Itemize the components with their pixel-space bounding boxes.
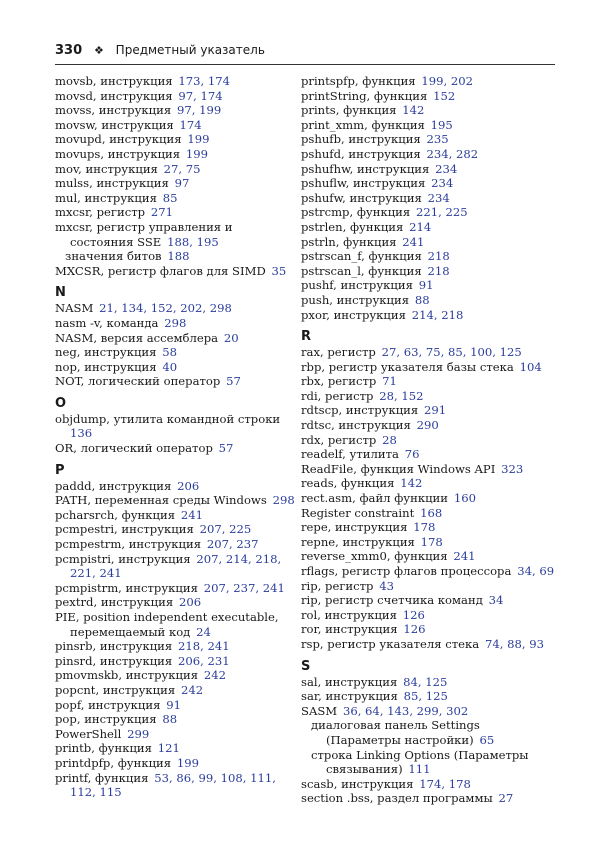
index-page-refs: 195 [430,117,453,132]
index-term: neg, инструкция [55,345,157,360]
index-page-refs: 91 [166,697,181,712]
index-entry [301,220,533,235]
index-entry [301,205,533,220]
index-entry [55,264,287,279]
index-term: pcmpestri, инструкция [55,522,194,537]
index-entry [55,522,287,537]
index-entry [301,293,533,308]
index-section-letter: O [55,395,67,411]
index-page-refs: 74, 88, 93 [484,636,544,651]
index-term: printf, функция [55,770,149,785]
index-entry [301,191,533,206]
index-entry [301,476,533,491]
index-entry [55,727,287,742]
index-term: OR, логический оператор [55,441,213,456]
index-term: pshufw, инструкция [301,190,422,205]
ornament-icon: ❖ [93,44,104,57]
index-entry [301,89,533,104]
index-page-refs: 234, 282 [426,146,479,161]
index-page-refs: 97, 174 [178,88,223,103]
index-page-refs: 21, 134, 152, 202, 298 [99,301,232,316]
index-term: pstrscan_l, функция [301,263,422,278]
index-entry [55,176,287,191]
index-term: printb, функция [55,741,152,756]
index-section-letter: N [55,285,66,301]
index-page-refs: 207, 225 [199,522,252,537]
index-term: section .bss, раздел программы [301,791,493,806]
index-entry [301,308,533,323]
index-term: pextrd, инструкция [55,595,174,610]
index-entry [55,301,287,316]
index-entry [55,220,287,249]
index-entry [301,564,555,579]
index-page-refs: 218 [427,263,450,278]
index-entry [55,668,287,683]
index-page-refs: 40 [162,359,178,374]
index-term: rip, регистр счетчика команд [301,593,483,608]
index-page-refs: 53, 86, 99, 108, 111, 112, 115 [70,770,276,800]
index-page-refs: 136 [70,426,93,441]
index-page-refs: 235 [426,132,449,147]
index-term: pushf, инструкция [301,278,413,293]
index-term: pop, инструкция [55,712,157,727]
index-entry [301,520,533,535]
index-page-refs: 207, 237 [206,537,259,552]
index-entry [301,118,533,133]
index-entry [301,249,533,264]
index-entry [301,791,533,806]
index-term: rsp, регистр указателя стека [301,636,480,651]
index-term: rol, инструкция [301,607,397,622]
index-page-refs: 199, 202 [421,74,474,88]
index-section-letter: P [55,462,65,478]
index-page-refs: 242 [203,668,226,683]
index-entry [55,508,287,523]
index-page-refs: 199 [185,146,209,161]
index-entry [301,278,533,293]
index-term: printspfp, функция [301,74,416,88]
index-term: movsw, инструкция [55,117,174,132]
index-entry [301,704,533,719]
index-term: pxor, инструкция [301,307,406,322]
index-term: mul, инструкция [55,190,157,205]
index-term: sal, инструкция [301,674,398,689]
index-term: MXCSR, регистр флагов для SIMD [55,263,266,278]
index-term: pstrscan_f, функция [301,249,422,264]
index-page-refs: 35 [271,263,287,278]
index-column-left [55,74,295,800]
index-entry [301,162,533,177]
index-term: pshufd, инструкция [301,146,421,161]
index-page-refs: 76 [404,447,420,462]
index-term: pshufb, инструкция [301,132,421,147]
index-term: rdtsc, инструкция [301,418,411,433]
index-page-refs: 88 [162,712,178,727]
index-entry [55,639,287,654]
index-entry [55,132,287,147]
index-page-refs: 271 [150,205,173,220]
index-page-refs: 85, 125 [403,689,448,704]
index-term: pcharsrch, функция [55,507,176,522]
index-term: readelf, утилита [301,447,399,462]
index-entry [301,506,533,521]
index-entry [301,418,533,433]
index-entry [55,479,287,494]
index-page-refs: 323 [501,461,524,476]
index-term: sar, инструкция [301,689,398,704]
index-section-letter: S [301,658,311,674]
index-entry [301,535,533,550]
index-entry [55,741,287,756]
index-page-refs: 57 [226,374,241,389]
index-page-refs: 241 [402,234,425,249]
index-term: mxcsr, регистр [55,205,146,220]
index-term: paddd, инструкция [55,478,172,493]
index-page-refs: 71 [382,374,397,389]
index-page-refs: 126 [403,622,426,637]
index-page-refs: 65 [479,732,495,747]
index-page-refs: 218 [427,249,450,264]
index-term: rip, регистр [301,578,374,593]
index-page-refs: 234 [431,176,454,191]
index-page-refs: 188 [167,249,190,264]
index-page-refs: 34 [488,593,504,608]
index-page-refs: 298 [164,315,187,330]
index-page-refs: 242 [180,682,204,697]
index-term: nasm -v, команда [55,315,159,330]
index-term: reverse_xmm0, функция [301,549,448,564]
index-page-refs: 206 [178,595,202,610]
index-term: rdx, регистр [301,432,377,447]
index-entry [55,441,287,456]
index-page-refs: 173, 174 [178,74,231,88]
index-term: NASM, версия ассемблера [55,330,219,345]
index-term: pmovmskb, инструкция [55,668,199,683]
index-term: prints, функция [301,103,397,118]
index-page-refs: 111 [408,762,431,777]
index-entry [55,191,287,206]
index-entry [301,359,542,375]
index-page-refs: 291 [424,403,447,418]
index-entry [55,162,287,177]
index-section-letter: R [301,329,312,345]
index-page-refs: 214 [409,219,432,234]
index-entry [301,389,533,404]
index-entry [301,403,533,418]
running-header [55,43,555,63]
index-page-refs: 178 [420,534,443,549]
index-term: movups, инструкция [55,146,181,161]
index-term: nop, инструкция [55,359,157,374]
index-page-refs: 28, 152 [379,388,424,403]
index-page-refs: 36, 64, 143, 299, 302 [342,703,469,718]
index-term: pcmpistri, инструкция [55,551,191,566]
index-page-refs: 234 [427,190,450,205]
index-entry [301,593,533,608]
index-page-refs: 43 [379,578,395,593]
index-page-refs: 188, 195 [167,234,219,249]
index-entry [301,675,533,690]
index-entry [301,264,533,279]
index-entry [301,579,533,594]
index-entry [301,147,533,162]
index-entry [55,698,287,713]
index-entry [301,235,533,250]
index-term: Register constraint [301,505,415,520]
index-entry [55,537,287,552]
index-page-refs: 104 [519,359,542,374]
index-term: ror, инструкция [301,622,398,637]
index-page-refs: 206, 231 [178,653,230,668]
index-entry [55,374,287,389]
index-entry [301,176,533,191]
index-page-refs: 290 [416,418,439,433]
index-term: PowerShell [55,726,122,741]
index-term: mxcsr, регистр управления и состояния SSE [55,219,233,249]
index-page-refs: 57 [218,441,234,456]
index-subentry [55,249,287,264]
index-entry [301,132,533,147]
index-entry [301,74,533,89]
index-entry [55,360,287,375]
index-entry [301,345,533,360]
index-term: movsb, инструкция [55,74,173,88]
index-entry [55,147,287,162]
index-column-right [301,74,555,806]
index-term: reads, функция [301,476,395,491]
index-entry [301,447,533,462]
index-page-refs: 168 [420,505,443,520]
index-page-refs: 97 [174,176,190,191]
index-term: printdpfp, функция [55,755,172,770]
index-term: printString, функция [301,88,428,103]
index-term: popf, инструкция [55,697,161,712]
index-term: pstrlen, функция [301,219,404,234]
index-page-refs: 152 [433,88,456,103]
index-term: pcmpistrm, инструкция [55,580,198,595]
index-entry [55,89,287,104]
index-term: print_xmm, функция [301,117,425,132]
index-page-refs: 160 [453,491,476,506]
index-term: scasb, инструкция [301,776,414,791]
page-number: 330 [55,43,83,58]
index-term: rdi, регистр [301,388,374,403]
index-page-refs: 207, 214, 218, 221, 241 [70,551,282,581]
index-entry [301,636,544,652]
index-entry [55,331,287,346]
index-page-refs: 121 [157,741,180,756]
index-page-refs: 178 [413,520,436,535]
index-term: диалоговая панель Settings (Параметры настройки) [311,718,480,747]
index-page-refs: 174, 178 [419,776,471,791]
index-term: строка Linking Options (Параметры связывания) [311,747,529,777]
index-entry [55,595,287,610]
index-page-refs: 218, 241 [178,639,230,654]
index-entry [301,491,533,506]
index-page-refs: 142 [402,103,425,118]
index-term: movupd, инструкция [55,132,182,147]
index-page-refs: 142 [400,476,423,491]
index-page-refs: 27, 63, 75, 85, 100, 125 [381,345,522,360]
index-entry [301,622,533,637]
index-page-refs: 27, 75 [163,161,201,176]
index-entry [55,412,287,441]
index-page-refs: 28 [382,432,397,447]
index-term: mov, инструкция [55,161,158,176]
index-entry [55,118,287,133]
index-page-refs: 174 [179,117,202,132]
index-page-refs: 221, 225 [416,205,468,220]
index-term: pinsrb, инструкция [55,639,173,654]
header-rule [55,64,555,65]
index-entry [301,689,533,704]
index-page-refs: 24 [196,624,211,639]
index-page-refs: 84, 125 [403,674,448,689]
index-page-refs: 91 [418,278,434,293]
index-subentry [301,748,533,777]
index-entry [55,74,287,89]
index-entry [301,103,533,118]
index-term: pinsrd, инструкция [55,653,173,668]
index-page-refs: 199 [176,755,200,770]
index-entry [55,654,287,669]
index-page-refs: 241 [453,549,476,564]
index-page-refs: 298 [272,493,295,508]
index-term: mulss, инструкция [55,176,169,191]
index-entry [301,462,533,477]
index-term: pstrln, функция [301,234,397,249]
index-term: pshufhw, инструкция [301,161,430,176]
index-term: PIE, position independent executable, перемещаемый код [55,610,279,639]
index-entry [55,493,295,508]
index-page-refs: 85 [162,190,178,205]
index-page-refs: 207, 237, 241 [203,580,285,595]
index-page-refs: 126 [402,607,425,622]
index-page-refs: 27 [498,791,514,806]
index-term: NASM [55,301,94,316]
index-entry [301,374,533,389]
index-term: popcnt, инструкция [55,682,176,697]
index-entry [301,777,533,792]
index-entry [55,103,287,118]
index-term: objdump, утилита командной строки [55,411,281,426]
index-entry [301,549,533,564]
index-term: rflags, регистр флагов процессора [301,564,512,578]
index-entry [55,771,287,800]
index-term: rect.asm, файл функции [301,491,449,506]
index-entry [55,610,287,639]
index-page-refs: 58 [162,345,178,360]
index-entry [55,712,287,727]
index-term: значения битов [65,249,162,264]
index-term: pstrcmp, функция [301,205,411,220]
index-entry [55,205,287,220]
index-term: movss, инструкция [55,103,172,118]
index-term: push, инструкция [301,292,410,307]
index-entry [55,581,287,596]
index-page-refs: 241 [180,507,203,522]
index-term: ReadFile, функция Windows API [301,461,496,476]
index-page-refs: 234 [435,161,458,176]
index-term: PATH, переменная среды Windows [55,493,267,508]
index-term: pshuflw, инструкция [301,176,426,191]
index-page-refs: 20 [223,330,239,345]
index-page-refs: 88 [414,292,430,307]
index-entry [55,756,287,771]
index-term: rbp, регистр указателя базы стека [301,359,514,374]
index-page-refs: 214, 218 [411,307,464,322]
index-page-refs: 34, 69 [517,564,555,578]
index-page-refs: 206 [177,478,200,493]
index-term: pcmpestrm, инструкция [55,537,202,552]
running-title: Предметный указатель [115,43,265,57]
index-term: SASM [301,703,338,718]
index-term: repne, инструкция [301,534,415,549]
index-term: movsd, инструкция [55,88,173,103]
index-entry [55,345,287,360]
index-entry [55,552,287,581]
index-term: rbx, регистр [301,374,377,389]
index-term: repe, инструкция [301,520,408,535]
index-term: NOT, логический оператор [55,374,221,389]
index-page-refs: 97, 199 [176,103,222,118]
index-page-refs: 199 [187,132,210,147]
index-term: rax, регистр [301,345,376,360]
index-page-refs: 299 [127,726,150,741]
index-entry [301,608,533,623]
index-entry [55,683,287,698]
index-entry [55,316,287,331]
index-subentry [301,718,533,747]
index-entry [301,433,533,448]
index-term: rdtscp, инструкция [301,403,419,418]
